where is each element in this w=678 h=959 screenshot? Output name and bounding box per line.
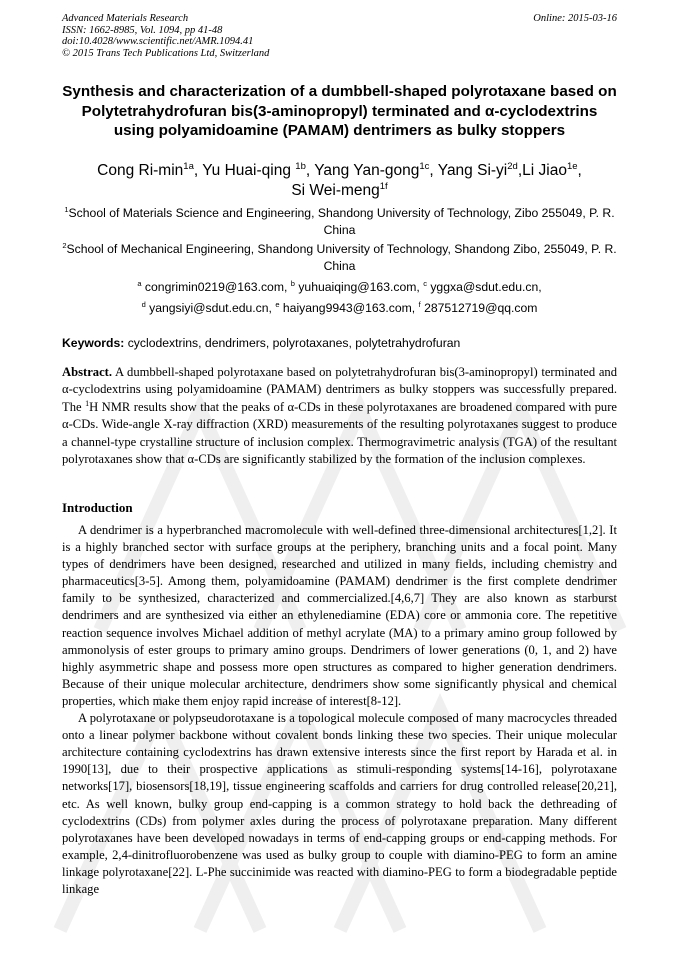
author-sup: 1a (183, 161, 194, 172)
affiliation-text: School of Materials Science and Engineering, Shandong University of Technology, Zibo 255049, P. R. China (68, 206, 615, 238)
author-list: Cong $Ri-\min^{1a}$, Yu Huai-qing $^{1b}$, Yang Yan-gong$^{1c}$, Yang $Si-yi^{2d},Li$ Jiao$^{1e}$, Si Wei-meng$^{1f}$ (97, 161, 582, 199)
keywords-text: cyclodextrins, dendrimers, polyrotaxanes, polytetrahydrofuran (127, 336, 461, 350)
journal-name: Advanced Materials Research (62, 13, 189, 24)
email-list (62, 277, 617, 319)
introduction-body (62, 522, 617, 898)
email-link[interactable]: haiyang9943@163.com, (282, 301, 416, 315)
author-name: Li Jiao (522, 162, 567, 179)
paper-title: Synthesis and characterization of a dumbbell-shaped polyrotaxane based on Polytetrahydrofuran bis(3-aminopropyl) terminated and α-cyclodextrins using polyamidoamine (PAMAM) dentrimers as bulky stoppers (62, 83, 617, 140)
author-sup: 1c (419, 161, 430, 172)
email-sup: c (423, 279, 427, 288)
author-name: Yu Huai-qing (202, 162, 291, 179)
abstract-label: Abstract. (62, 365, 113, 379)
email-link[interactable]: 287512719@qq.com (424, 301, 538, 315)
email-link[interactable]: congrimin0219@163.com, (144, 280, 288, 294)
journal-header (62, 13, 617, 59)
email-sup: e (275, 300, 280, 309)
author-sup: 1e (566, 161, 578, 172)
issn-line: ISSN: 1662-8985, Vol. 1094, pp 41-48 (62, 24, 223, 36)
author-name: Si Wei-meng (291, 181, 380, 199)
affiliation-num: 1 (64, 205, 69, 214)
abstract-sup: 1 (85, 398, 90, 408)
intro-paragraph: A polyrotaxane or polypseudorotaxane is a topological molecule composed of many macrocycles threaded onto a linear polymer backbone without covalent bonds linking these two species. Their unique molecular architecture containing cyclodextrins has drawn extensive interests since the first report by Harada et al. in 1990[13], due to their prospective applications as stimuli-responding systems[14-16], polyrotaxane networks[17], biosensors[18,19], tissue engineering scaffolds and carriers for drug controlled release[20,21], etc. As well known, bulky group end-capping is a common strategy to hold back the dethreading of cyclodextrins (CDs) from polymer axles during the process of polyrotaxane preparation. Many different polyrotaxanes have been developed nowadays in terms of end-capping groups or end-capping methods. For example, 2,4-dinitrofluorobenzene was used as bulky group to couple with diamino-PEG to form an amine linkage polyrotaxane[22]. L-Phe succinimide was reacted with diamino-PEG to form a biodegradable peptide linkage (62, 711, 617, 896)
email-sup: d (141, 300, 146, 309)
intro-paragraph: A dendrimer is a hyperbranched macromolecule with well-defined three-dimensional architectures[1,2]. It is a highly branched sector with surface groups at the periphery, branching units and a focal point. Many types of dendrimers have been designed, researched and utilized in many fields, including chemistry and pharmaceutics[3-5]. Among them, polyamidoamine (PAMAM) dendrimer is the first complete dendrimer family to be synthesized, characterized and commercialized.[4,6,7] They are also known as starburst dendrimers and are synthesized via either an ethylenediamine (EDA) core or ammonia core. The repetitive reaction sequence involves Michael addition of methyl acrylate (MA) to a primary amino group followed by ammonolysis of ester groups to primary amino groups. Dendrimers of lower generations (0, 1, and 2) have highly asymmetric shape and possess more open structures as compared to higher generation dendrimers. Because of their unique molecular architecture, dendrimers show some significantly physical and chemical properties, which make them enjoy rapid increase of interest[8-12]. (62, 523, 617, 708)
introduction-heading: Introduction (62, 500, 133, 515)
author-name: Yang Si-yi (437, 162, 508, 179)
copyright-line: © 2015 Trans Tech Publications Ltd, Switzerland (62, 47, 270, 59)
keywords-label: Keywords: (62, 336, 125, 350)
email-link[interactable]: yuhuaiqing@163.com, (298, 280, 420, 294)
author-sup: 1f (379, 180, 388, 192)
affiliation-1 (62, 205, 617, 240)
author-sup: 2d (507, 161, 518, 172)
affiliation-num: 2 (62, 241, 67, 250)
author-name: Yang Yan-gong (314, 162, 420, 179)
affiliation-text: School of Mechanical Engineering, Shandong University of Technology, Shandong Zibo, 255049, P. R. China (66, 242, 617, 274)
email-sup: f (418, 300, 421, 309)
author-sup: 1b (295, 161, 306, 172)
online-date: Online: 2015-03-16 (533, 13, 617, 24)
abstract-text-2: H NMR results show that the peaks of α-CDs in these polyrotaxanes are broadened compared with pure α-CDs. Wide-angle X-ray diffraction (XRD) measurements of the resulting polyrotaxanes suggest to produce a channel-type crystalline structure of inclusion complex. Thermogravimetric analysis (TGA) of the resultant polyrotaxanes show that α-CDs are significantly stabilized by the formation of the inclusion complexes. (62, 399, 617, 467)
email-link[interactable]: yangsiyi@sdut.edu.cn, (149, 301, 272, 315)
email-sup: b (290, 279, 295, 288)
author-name: Cong Ri-min (97, 162, 184, 179)
abstract (62, 364, 617, 468)
keywords (62, 336, 617, 350)
email-link[interactable]: yggxa@sdut.edu.cn, (430, 280, 542, 294)
doi-line: doi:10.4028/www.scientific.net/AMR.1094.41 (62, 36, 254, 48)
affiliation-2 (62, 241, 617, 276)
abstract-text-1: A dumbbell-shaped polyrotaxane based on polytetrahydrofuran bis(3-aminopropyl) terminated and α-cyclodextrins using polyamidoamine (PAMAM) dentrimers as bulky stoppers was successfully prepared. The (62, 365, 617, 414)
email-sup: a (137, 279, 142, 288)
